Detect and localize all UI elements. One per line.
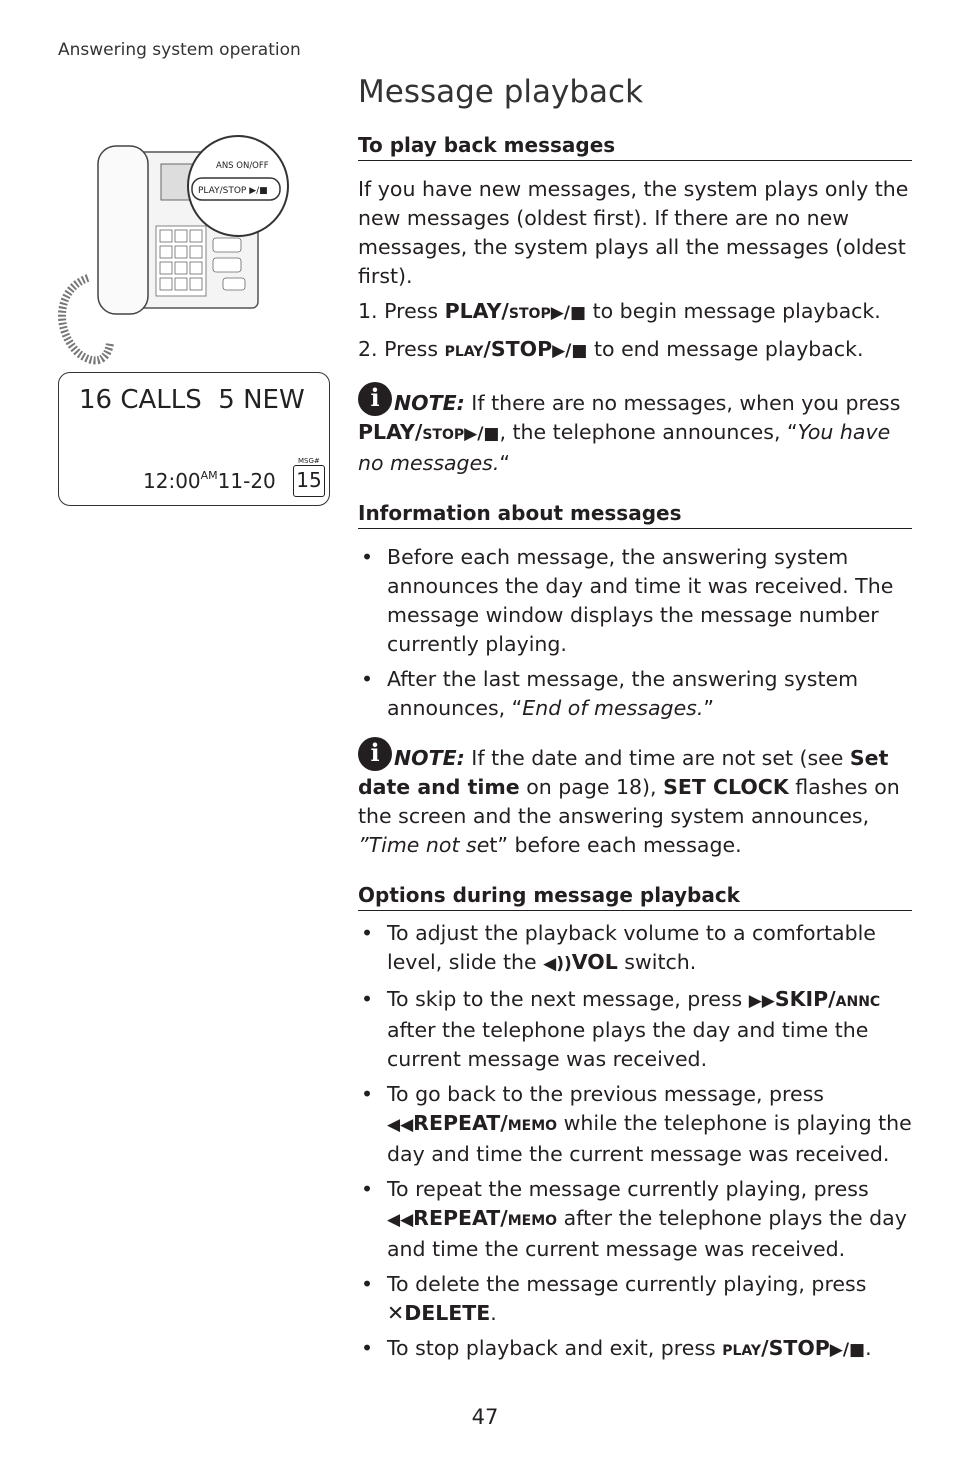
playback-steps [358, 297, 912, 366]
page-number: 47 [471, 1405, 499, 1429]
repeat-icon: ◀◀ [387, 1210, 414, 1230]
info-icon [358, 382, 392, 416]
list-item: • Before each message, the answering system announces the day and time it was received. The message window displays the message number currently playing. [358, 543, 912, 659]
options-list [358, 919, 912, 1365]
play-stop-label: PLAY/STOP ▶/■ [198, 186, 268, 196]
play-stop-icon: ▶/■ [552, 341, 588, 361]
list-item: • To go back to the previous message, press ◀◀REPEAT/memo while the telephone is playing the day and time the current message was received. [358, 1080, 912, 1169]
lcd-ampm: AM [200, 469, 218, 482]
main-content [358, 132, 912, 1371]
list-item: • To skip to the next message, press ▶▶SKIP/annc after the telephone plays the day and time the current message was received. [358, 985, 912, 1074]
stop-key: /STOP [483, 337, 553, 361]
handset [98, 146, 148, 314]
lcd-calls: 16 CALLS 5 NEW [79, 385, 305, 415]
play-key: PLAY/ [444, 299, 509, 323]
list-item: • To delete the message currently playing, press ✕DELETE. [358, 1270, 912, 1328]
note-date-time: iNOTE: If the date and time are not set (see Set date and time on page 18), SET CLOCK flashes on the screen and the answering system announces, ”Time not set” before each message. [358, 737, 912, 860]
lcd-msg-label: MSG# [298, 457, 320, 465]
section-heading-playback: To play back messages [358, 132, 912, 161]
playback-intro: If you have new messages, the system plays only the new messages (oldest first). If there are no new messages, the system plays all the messages (oldest first). [358, 177, 909, 288]
note-no-messages: iNOTE: If there are no messages, when you press PLAY/stop▶/■, the telephone announces, “You have no messages.“ [358, 382, 912, 478]
list-item: • To adjust the playback volume to a comfortable level, slide the ◀))VOL switch. [358, 919, 912, 979]
play-stop-icon: ▶/■ [829, 1340, 866, 1360]
play-stop-icon: ▶/■ [550, 303, 587, 323]
step-2: 2. Press play/STOP▶/■ to end message playback. [358, 337, 864, 361]
lcd-display [58, 372, 330, 506]
set-date-time-link: Set date and time [358, 746, 889, 799]
skip-icon: ▶▶ [748, 991, 775, 1011]
lcd-date: 11-20 [217, 469, 276, 493]
page-title: Message playback [358, 74, 644, 110]
list-item: • After the last message, the answering system announces, “End of messages.” [358, 665, 912, 723]
info-icon [358, 737, 392, 771]
delete-icon: ✕ [387, 1301, 405, 1325]
lcd-time: 12:00 [143, 469, 201, 493]
lcd-datetime [143, 469, 276, 493]
running-header: Answering system operation [58, 40, 301, 60]
ans-label: ANS ON/OFF [216, 161, 269, 171]
list-item: • To repeat the message currently playing, press ◀◀REPEAT/memo after the telephone plays the day and time the current message was received. [358, 1175, 912, 1264]
repeat-icon: ◀◀ [387, 1115, 414, 1135]
list-item: • To stop playback and exit, press play/STOP▶/■. [358, 1334, 912, 1365]
section-heading-info: Information about messages [358, 500, 912, 529]
lcd-msg-number: 15 [293, 465, 325, 497]
play-stop-icon: ▶/■ [464, 424, 500, 444]
step-1: 1. Press PLAY/stop▶/■ to begin message playback. [358, 299, 881, 323]
info-list [358, 543, 912, 723]
volume-icon: ◀)) [543, 954, 572, 974]
phone-illustration [48, 128, 298, 368]
section-heading-options: Options during message playback [358, 882, 912, 911]
